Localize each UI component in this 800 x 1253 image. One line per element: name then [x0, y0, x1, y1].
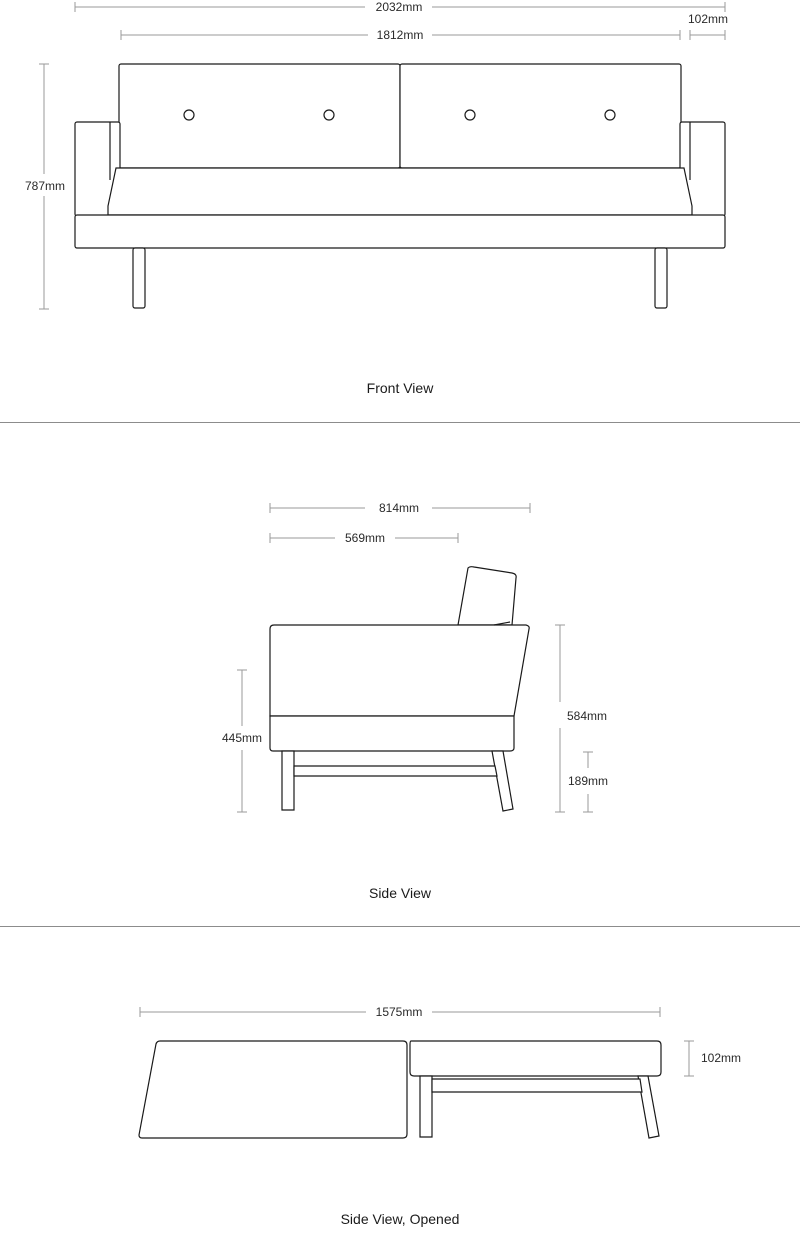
sofa-front-outline: [75, 64, 725, 308]
inner-width-dimension: [121, 28, 680, 42]
opened-length-label: 1575mm: [375, 1005, 423, 1019]
stretcher-opened: [432, 1079, 642, 1092]
unfolded-section: [139, 1041, 407, 1138]
seat-height-label: 445mm: [221, 731, 263, 745]
seat-height-dimension: [222, 670, 262, 812]
height-label: 787mm: [24, 179, 66, 193]
leg-left: [133, 248, 145, 308]
opened-thickness-label: 102mm: [700, 1051, 742, 1065]
side-view-caption: Side View: [368, 885, 431, 901]
overall-width-label: 2032mm: [375, 0, 423, 14]
front-leg-opened: [420, 1076, 432, 1137]
seat-base-side: [270, 716, 514, 751]
opened-length-dimension: [140, 1005, 660, 1019]
front-leg: [282, 751, 294, 810]
front-view-caption: Front View: [366, 380, 434, 396]
leg-right: [655, 248, 667, 308]
depth-label: 814mm: [378, 501, 420, 515]
seat-depth-label: 569mm: [344, 531, 386, 545]
back-cushion-left: [119, 64, 400, 168]
back-cushion-right: [400, 64, 681, 168]
depth-dimension: [270, 501, 530, 515]
height-dimension: [25, 64, 65, 309]
front-view-panel: [0, 0, 800, 422]
back-cushion-side: [458, 567, 516, 625]
rear-leg: [492, 751, 513, 811]
seat-section: [410, 1041, 661, 1076]
inner-width-label: 1812mm: [376, 28, 424, 42]
leg-height-label: 189mm: [567, 774, 609, 788]
seat-depth-dimension: [270, 531, 458, 545]
leg-height-dimension: [568, 752, 608, 812]
opened-view-panel: [0, 927, 800, 1253]
sofa-opened-outline: [139, 1041, 661, 1138]
seat-cushion: [108, 168, 692, 215]
front-view-drawing: [0, 0, 800, 422]
arm-side: [270, 625, 529, 716]
arm-width-label: 102mm: [687, 12, 729, 26]
arm-width-dimension: [688, 12, 728, 40]
arm-height-label: 584mm: [566, 709, 608, 723]
opened-thickness-dimension: [684, 1041, 741, 1076]
sofa-side-outline: [270, 567, 529, 811]
opened-view-drawing: [0, 927, 800, 1253]
stretcher: [294, 766, 497, 776]
side-view-drawing: [0, 423, 800, 926]
sofa-base: [75, 215, 725, 248]
overall-width-dimension: [75, 0, 725, 14]
side-view-panel: [0, 423, 800, 926]
opened-view-caption: Side View, Opened: [340, 1211, 460, 1227]
